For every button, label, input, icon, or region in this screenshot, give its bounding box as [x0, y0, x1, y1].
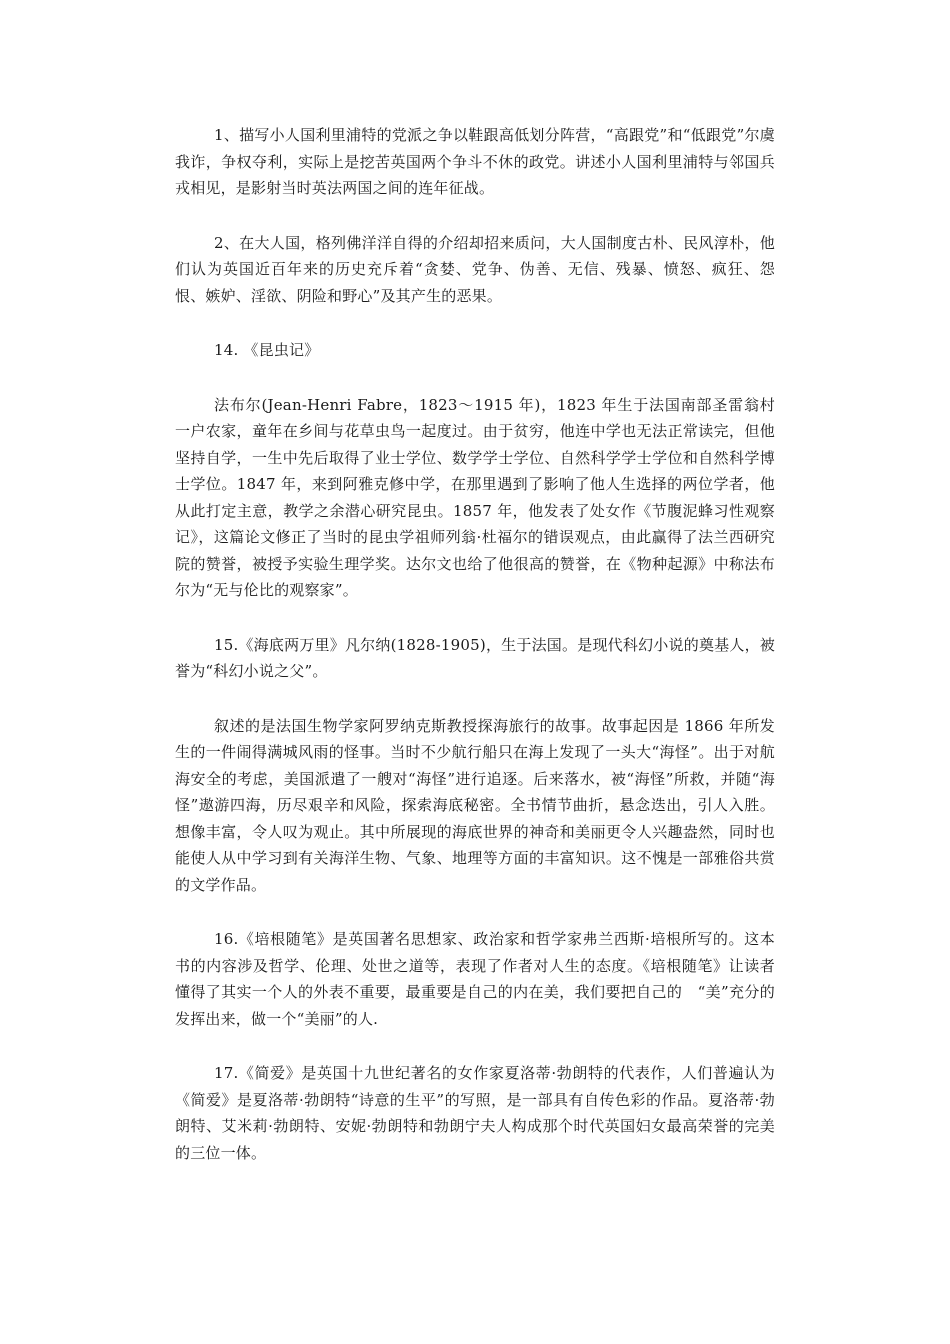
paragraph-verne-intro: 15.《海底两万里》凡尔纳(1828-1905)，生于法国。是现代科幻小说的奠基人，被誉为“科幻小说之父”。 — [175, 635, 775, 680]
paragraph-gap — [175, 604, 775, 632]
paragraph-gap — [175, 685, 775, 713]
paragraph-gulliver-lilliput: 1、描写小人国利里浦特的党派之争以鞋跟高低划分阵营，“高跟党”和“低跟党”尔虞我诈，争权夺利，实际上是挖苦英国两个争斗不休的政党。讲述小人国利里浦特与邻国兵戎相见，是影射当时英法两国之间的连年征战。 — [175, 126, 775, 197]
paragraph-gap — [175, 309, 775, 337]
paragraph-jane-eyre: 17.《简爱》是英国十九世纪著名的女作家夏洛蒂·勃朗特的代表作，人们普遍认为《简爱》是夏洛蒂·勃朗特“诗意的生平”的写照，是一部具有自传色彩的作品。夏洛蒂·勃朗特、艾米莉·勃朗特、安妮·勃朗特和勃朗宁夫人构成那个时代英国妇女最高荣誉的完美的三位一体。 — [175, 1064, 775, 1162]
paragraph-bacon-essays: 16.《培根随笔》是英国著名思想家、政治家和哲学家弗兰西斯·培根所写的。这本书的内容涉及哲学、伦理、处世之道等，表现了作者对人生的态度。《培根随笔》让读者懂得了其实一个人的外表不重要，最重要是自己的内在美，我们要把自己的 “美”充分的发挥出来，做一个“美丽”的人. — [175, 930, 775, 1028]
paragraph-gap — [175, 1032, 775, 1060]
paragraph-fabre-biography: 法布尔(Jean-Henri Fabre，1823～1915 年)，1823 年生于法国南部圣雷翁村一户农家，童年在乡间与花草虫鸟一起度过。由于贫穷，他连中学也无法正常读完，但他坚持自学，一生中先后取得了业士学位、数学学士学位、自然科学学士学位和自然科学博士学位。1847 年，来到阿雅克修中学，在那里遇到了影响了他人生选择的两位学者，他从此打定主意，教学之余潜心研究昆虫。1857 年，他发表了处女作《节腹泥蜂习性观察记》，这篇论文修正了当时的昆虫学祖师列翁·杜福尔的错误观点，由此赢得了法兰西研究院的赞誉，被授予实验生理学奖。达尔文也给了他很高的赞誉，在《物种起源》中称法布尔为“无与伦比的观察家”。 — [175, 395, 775, 599]
paragraph-gulliver-brobdingnag: 2、在大人国，格列佛洋洋自得的介绍却招来质问，大人国制度古朴、民风淳朴，他们认为英国近百年来的历史充斥着“贪婪、党争、伪善、无信、残暴、愤怒、疯狂、怨恨、嫉妒、淫欲、阴险和野心”及其产生的恶果。 — [175, 233, 775, 305]
document-page — [175, 122, 775, 1166]
paragraph-gap — [175, 898, 775, 926]
paragraph-gap — [175, 364, 775, 392]
paragraph-gap — [175, 202, 775, 230]
section-heading-insects: 14. 《昆虫记》 — [214, 341, 320, 359]
paragraph-twenty-thousand-leagues: 叙述的是法国生物学家阿罗纳克斯教授探海旅行的故事。故事起因是 1866 年所发生的一件闹得满城风雨的怪事。当时不少航行船只在海上发现了一头大“海怪”。出于对航海安全的考虑，美国派遣了一艘对“海怪”进行追逐。后来落水，被“海怪”所救，并随“海怪”遨游四海，历尽艰辛和风险，探索海底秘密。全书情节曲折，悬念迭出，引人入胜。想像丰富，令人叹为观止。其中所展现的海底世界的神奇和美丽更令人兴趣盎然，同时也能使人从中学习到有关海洋生物、气象、地理等方面的丰富知识。这不愧是一部雅俗共赏的文学作品。 — [175, 716, 775, 894]
